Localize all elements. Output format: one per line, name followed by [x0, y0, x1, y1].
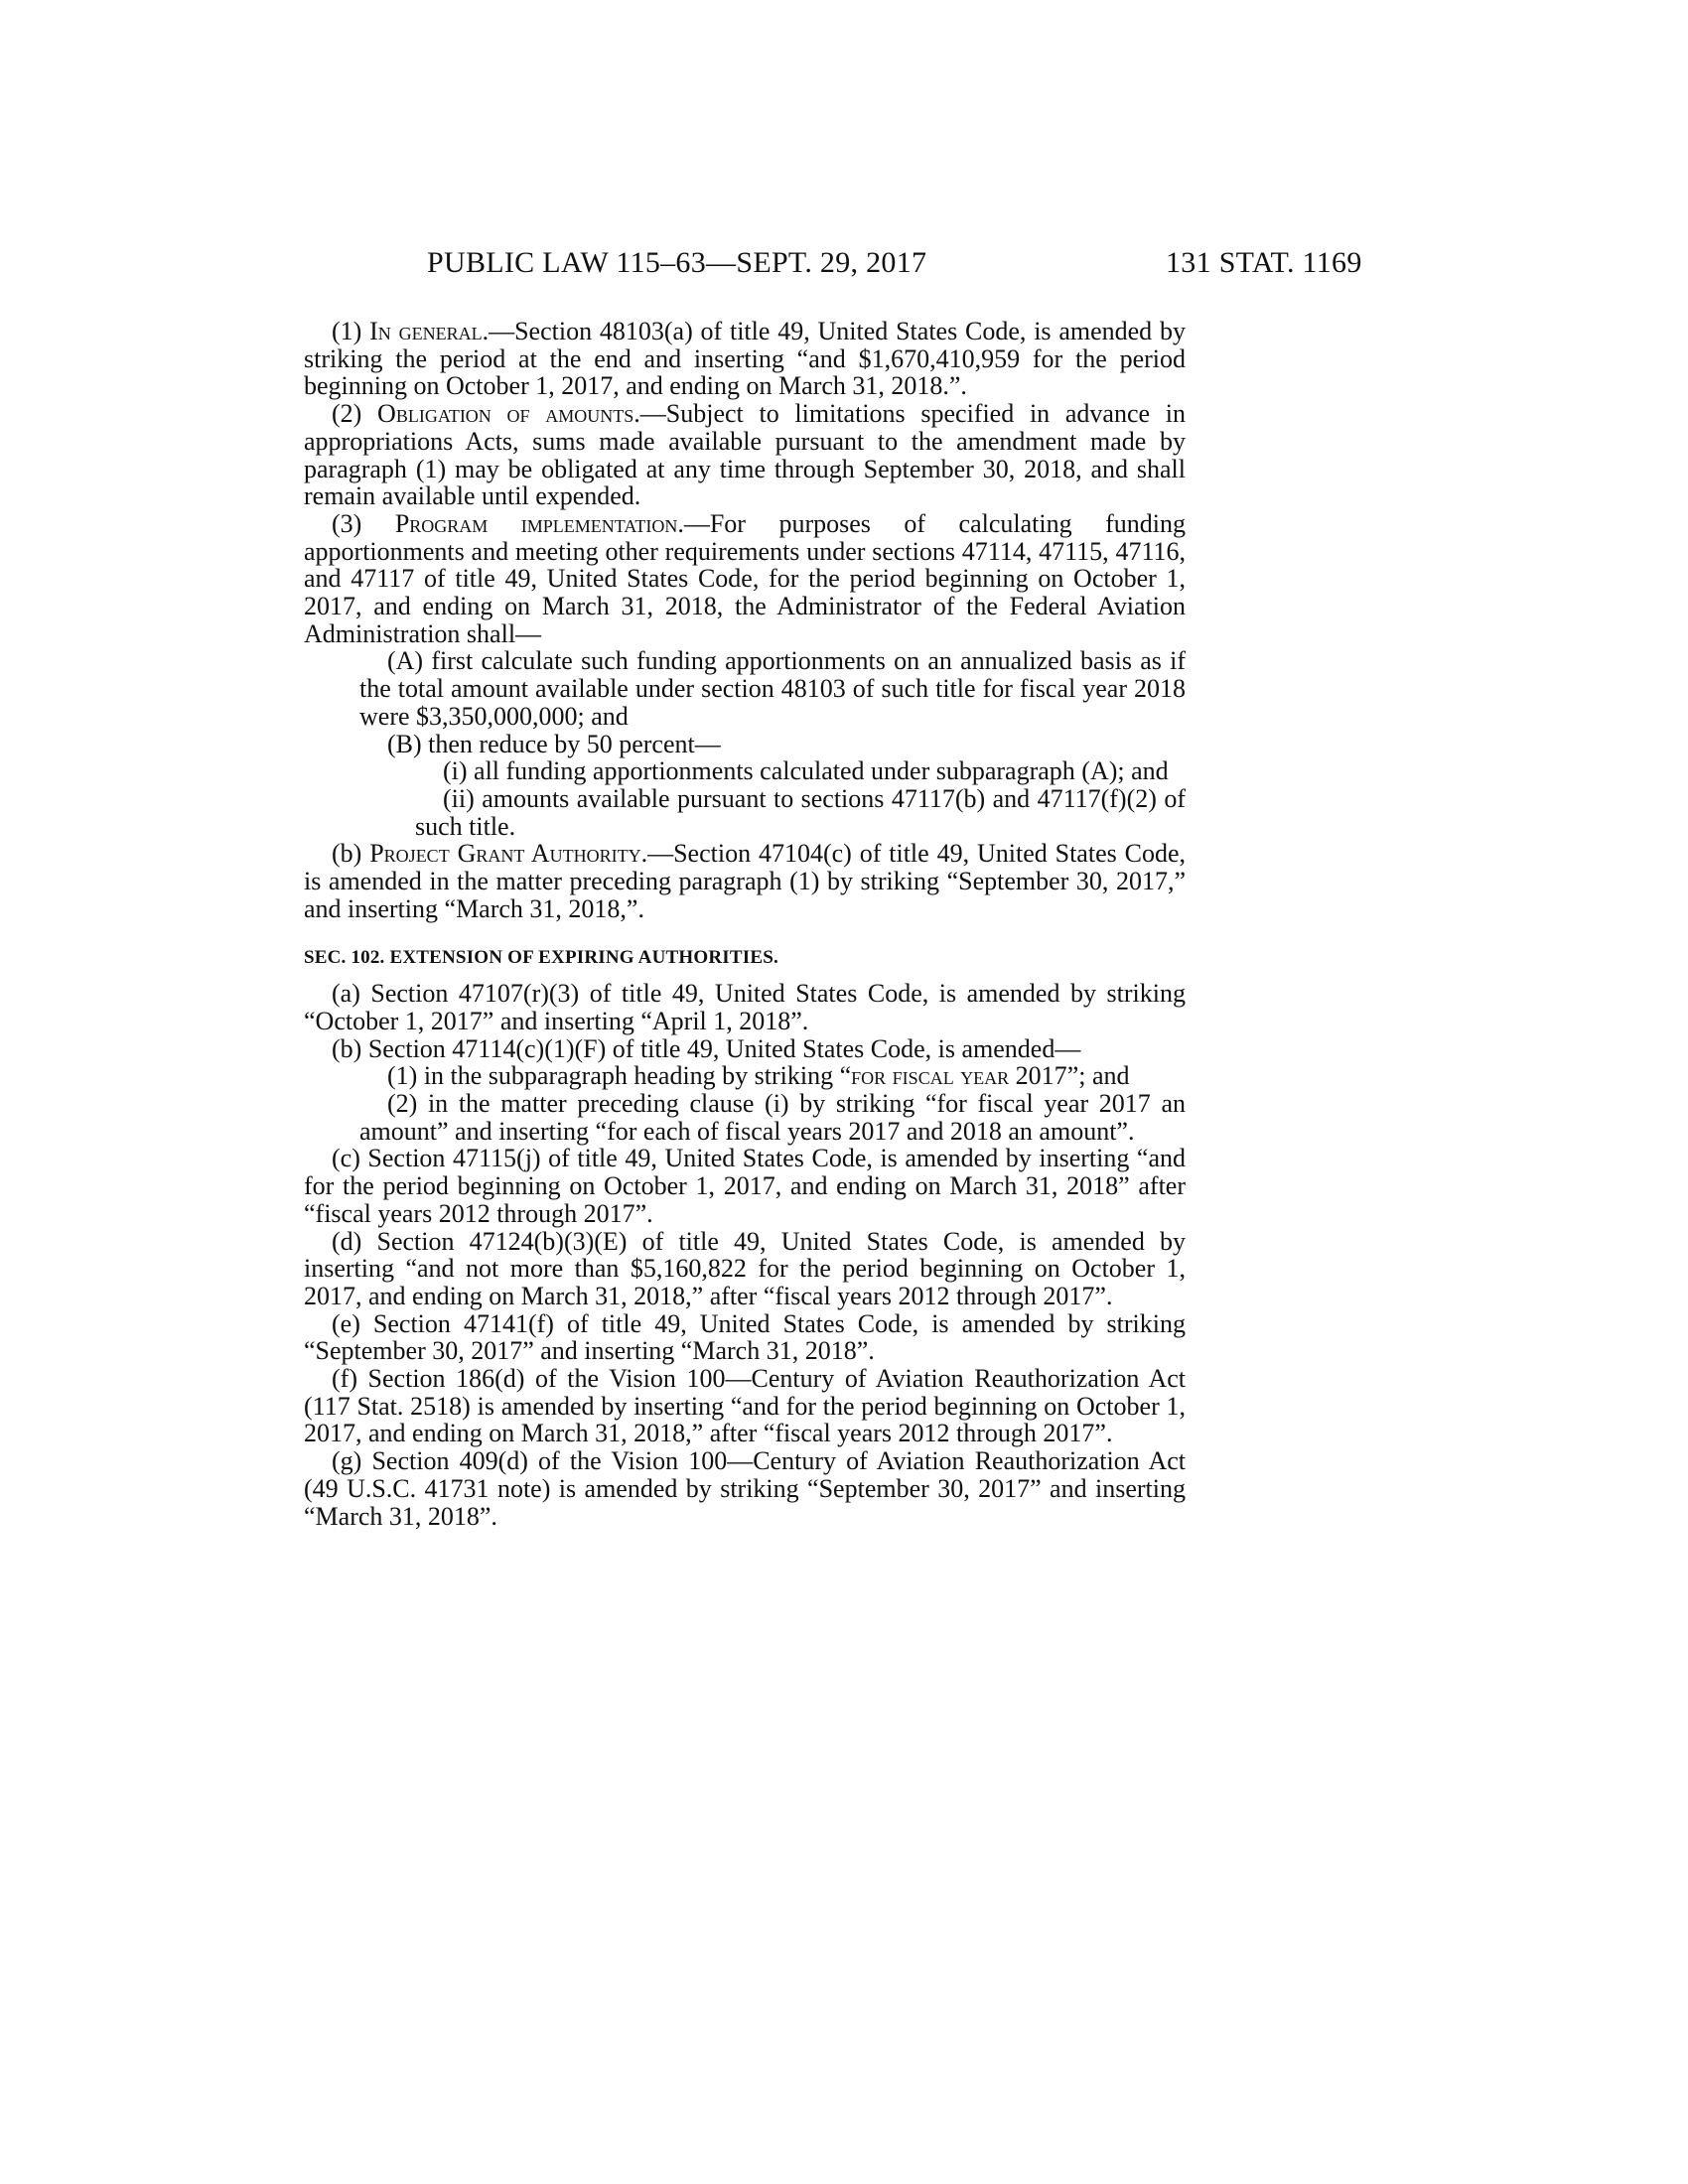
section-102-g: (g) Section 409(d) of the Vision 100—Century of Aviation Reauthorization Act (49 U.S.C. 41731 note) is amended by striking “September 30, 2017” and inserting “March 31, 2018”.	[304, 1446, 1186, 1531]
clause-i: (i) all funding apportionments calculated under subparagraph (A); and	[443, 756, 1169, 786]
subsection-b-project-grant-authority	[304, 840, 1186, 922]
law-title: PUBLIC LAW 115–63—SEPT. 29, 2017	[427, 246, 927, 279]
section-102-a: (a) Section 47107(r)(3) of title 49, United States Code, is amended by striking “October 1, 2017” and inserting “April 1, 2018”.	[304, 979, 1186, 1035]
paragraph-text: .—Subject to limitations specified in advance in appropriations Acts, sums made available pursuant to the amendment made by paragraph (1) may be obligated at any time through September 30, 2018, and shall remain available until expended.	[304, 399, 1187, 511]
subsection-text: .—Section 47104(c) of title 49, United States Code, is amended in the matter preceding paragraph (1) by striking “September 30, 2017,” and inserting “March 31, 2018,”.	[304, 839, 1186, 923]
section-102-b-2: (2) in the matter preceding clause (i) by striking “for fiscal year 2017 an amount” and inserting “for each of fiscal years 2017 and 2018 an amount”.	[359, 1088, 1186, 1146]
small-caps-heading: for fiscal year 2017	[851, 1061, 1067, 1091]
section-102-c: (c) Section 47115(j) of title 49, United States Code, is amended by inserting “and for the period beginning on October 1, 2017, and ending on March 31, 2018” after “fiscal years 2012 through 2017”.	[304, 1144, 1186, 1228]
paragraph-text: .—For purposes of calculating funding apportionments and meeting other requirements under sections 47114, 47115, 47116, and 47117 of title 49, United States Code, for the period beginning on October 1, 2017, and ending on March 31, 2018, the Administrator of the Federal Aviation Administration shall—	[304, 508, 1186, 648]
paragraph-3-program-implementation	[304, 510, 1186, 648]
subparagraph-b: (B) then reduce by 50 percent—	[387, 729, 721, 758]
subsection-heading: Project Grant Authority	[369, 839, 641, 869]
paragraph-number: (3)	[332, 508, 395, 538]
subparagraph-a: (A) first calculate such funding apportionments on an annualized basis as if the total amount available under section 48103 of such title for fiscal year 2018 were $3,350,000,000; and	[359, 646, 1186, 731]
section-102-f: (f) Section 186(d) of the Vision 100—Century of Aviation Reauthorization Act (117 Stat. 2518) is amended by inserting “and for the period beginning on October 1, 2017, and ending on March 31, 2018,” after “fiscal years 2012 through 2017”.	[304, 1364, 1186, 1448]
clause-ii: (ii) amounts available pursuant to sections 47117(b) and 47117(f)(2) of such title.	[415, 783, 1186, 841]
paragraph-number: (2)	[332, 399, 378, 429]
section-heading: SEC. 102. EXTENSION OF EXPIRING AUTHORITIES.	[304, 947, 778, 969]
paragraph-heading: In general	[369, 317, 483, 345]
paragraph-1-in-general	[304, 318, 1186, 400]
section-102-b: (b) Section 47114(c)(1)(F) of title 49, United States Code, is amended—	[332, 1033, 1081, 1063]
paragraph-heading: Obligation of amounts	[377, 399, 634, 429]
section-102-b-1	[304, 1062, 1186, 1090]
page-header	[0, 238, 1688, 288]
paragraph-heading: Program implementation	[394, 508, 678, 538]
statute-page-number: 131 STAT. 1169	[1166, 246, 1362, 279]
paragraph-2-obligation	[304, 400, 1186, 510]
section-102-d: (d) Section 47124(b)(3)(E) of title 49, United States Code, is amended by inserting “and not more than $5,160,822 for the period beginning on October 1, 2017, and ending on March 31, 2018,” after “fiscal years 2012 through 2017”.	[304, 1226, 1186, 1310]
subsection-number: (b)	[332, 839, 370, 869]
section-102-e: (e) Section 47141(f) of title 49, United States Code, is amended by striking “September 30, 2017” and inserting “March 31, 2018”.	[304, 1308, 1186, 1366]
paragraph-number: (1)	[332, 317, 370, 345]
text-fragment: ”; and	[1066, 1061, 1130, 1091]
paragraph-text: .—Section 48103(a) of title 49, United States Code, is amended by striking the period at the end and inserting “and $1,670,410,959 for the period beginning on October 1, 2017, and ending on March 31, 2018.”.	[304, 317, 1186, 401]
document-body	[304, 318, 1186, 1530]
text-fragment: (1) in the subparagraph heading by striking “	[387, 1061, 852, 1091]
